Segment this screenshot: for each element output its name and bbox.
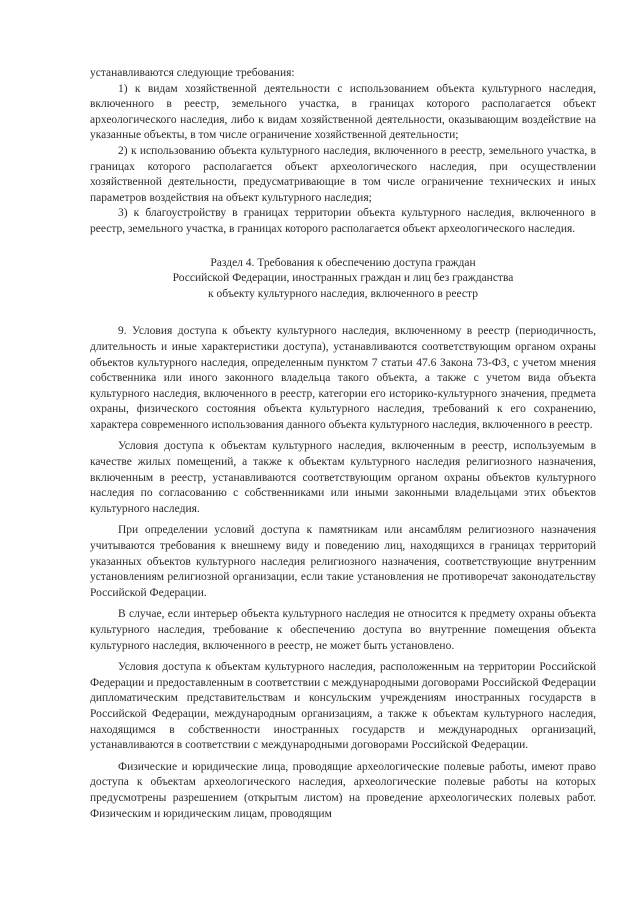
paragraph-religious-monuments: При определении условий доступа к памятникам или ансамблям религиозного назначения учитываются требования к внешнему виду и поведению лиц, находящихся в границах территорий указанных объектов культурного наследия религиозного назначения, соответствующие внутренним установлениям религиозной организации, если такие установления не противоречат законодательству Российской Федерации. bbox=[90, 524, 596, 599]
section-heading-line-2: Российской Федерации, иностранных граждан и лиц без гражданства bbox=[172, 272, 514, 285]
section-heading bbox=[90, 256, 596, 303]
section-heading-line-3: к объекту культурного наследия, включенного в реестр bbox=[208, 287, 478, 300]
paragraph-diplomatic: Условия доступа к объектам культурного наследия, расположенным на территории Российской Федерации и предоставленным в соответствии с международными договорами Российской Федерации дипломатическим представительствам и консульским учреждениям иностранных государств в Российской Федерации, международным организациям, а также к объектам культурного наследия, находящимся в собственности иностранных государств и международных организаций, устанавливаются в соответствии с международными договорами Российской Федерации. bbox=[90, 661, 596, 752]
requirement-item-1: 1) к видам хозяйственной деятельности с использованием объекта культурного наследия, включенного в реестр, земельного участка, в границах которого располагается объект археологического наследия, либо к видам хозяйственной деятельности, оказывающим воздействие на указанные объекты, в том числе ограничение хозяйственной деятельности; bbox=[90, 82, 596, 142]
requirement-item-3: 3) к благоустройству в границах территории объекта культурного наследия, включенного в реестр, земельного участка, в границах которого располагается объект археологического наследия. bbox=[90, 207, 596, 235]
paragraph-9: 9. Условия доступа к объекту культурного наследия, включенному в реестр (периодичность, длительность и иные характеристики доступа), устанавливаются соответствующим органом охраны объектов культурного наследия, определенным пунктом 7 статьи 47.6 Закона 73-ФЗ, с учетом мнения собственника или иного законного владельца такого объекта, а также с учетом вида объекта культурного наследия, включенного в реестр, категории его историко-культурного значения, предмета охраны, физического состояния объекта культурного наследия, требований к его сохранению, характера современного использования данного объекта культурного наследия, включенного в реестр. bbox=[90, 325, 596, 431]
document-body bbox=[90, 66, 596, 822]
intro-line: устанавливаются следующие требования: bbox=[90, 67, 295, 79]
requirement-item-2: 2) к использованию объекта культурного наследия, включенного в реестр, земельного участка, в границах которого располагается объект археологического наследия, при осуществлении хозяйственной деятельности, предусматривающие в том числе ограничение технических и иных параметров воздействия на объект культурного наследия; bbox=[90, 144, 596, 204]
paragraph-residential-access: Условия доступа к объектам культурного наследия, включенным в реестр, используемым в качестве жилых помещений, а также к объектам культурного наследия религиозного назначения, включенным в реестр, устанавливаются соответствующим органом охраны объектов культурного наследия по согласованию с собственниками или иными законными владельцами этих объектов культурного наследия. bbox=[90, 440, 596, 515]
paragraph-interior: В случае, если интерьер объекта культурного наследия не относится к предмету охраны объекта культурного наследия, требование к обеспечению доступа во внутренние помещения объекта культурного наследия, включенного в реестр, не может быть установлено. bbox=[90, 608, 596, 652]
section-heading-line-1: Раздел 4. Требования к обеспечению доступа граждан bbox=[210, 256, 476, 269]
paragraph-archaeology: Физические и юридические лица, проводящие археологические полевые работы, имеют право доступа к объектам археологического наследия, археологические полевые работы на которых предусмотрены разрешением (открытым листом) на проведение археологических полевых работ. Физическим и юридическим лицам, проводящим bbox=[90, 760, 596, 820]
